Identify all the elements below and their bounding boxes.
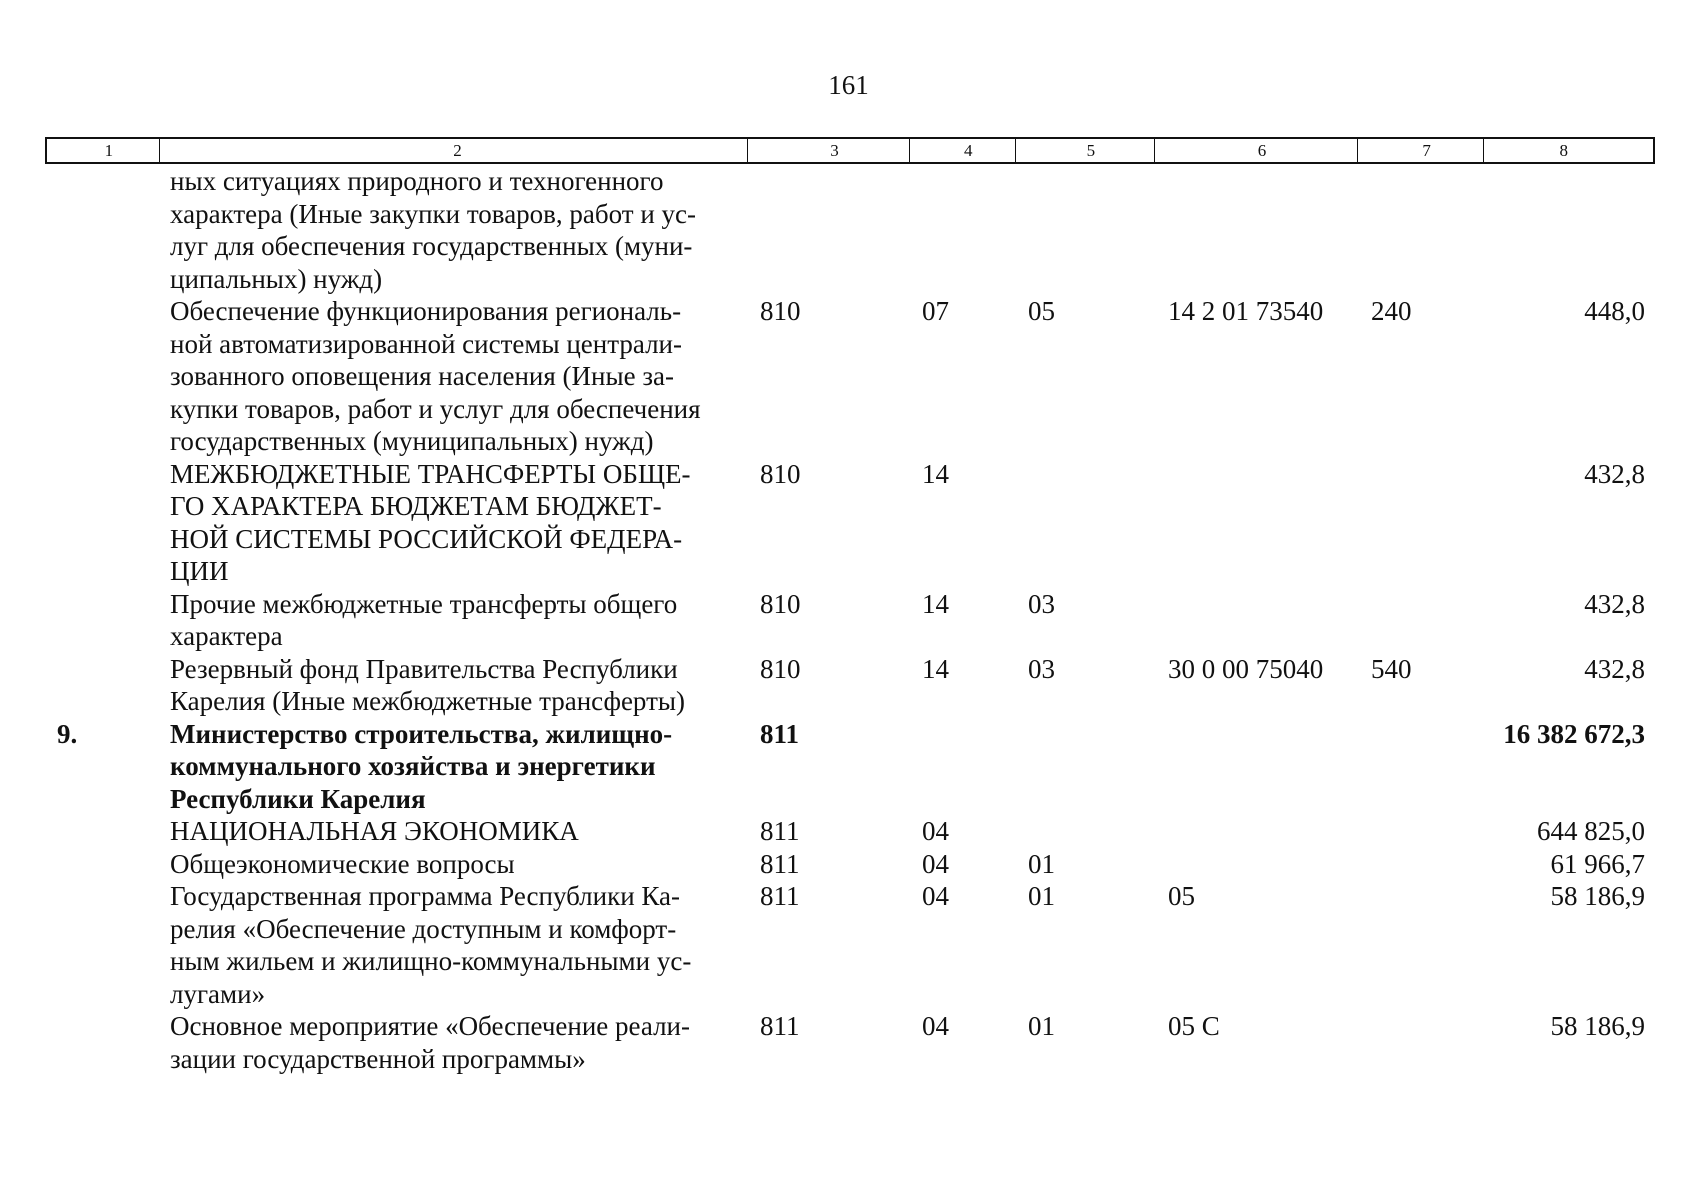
row-amount: 644 825,0 [1537,816,1645,846]
table-row [45,295,1655,458]
row-name: Обеспечение функционирования региональ- ной автоматизированной системы централи- зованного оповещения населения (Иные за- купки товаров, работ и услуг для обеспечения государственных (муниципальных) нужд) [170,296,701,456]
row-code-3: 811 [760,1011,800,1041]
table-row [45,588,1655,653]
row-code-3: 811 [760,816,800,846]
row-name: Резервный фонд Правительства Республики Карелия (Иные межбюджетные трансферты) [170,653,686,716]
row-code-3: 810 [760,296,801,326]
row-amount: 61 966,7 [1550,848,1645,879]
table-row [45,1010,1655,1075]
row-name: Государственная программа Республики Ка- релия «Обеспечение доступным и комфорт- ным жильем и жилищно-коммунальными ус- лугами» [170,881,692,1009]
row-amount: 58 186,9 [1550,881,1645,911]
table-row-section-heading [45,718,1655,816]
row-code-4: 14 [922,588,949,619]
row-code-6: 05 С [1168,1011,1220,1041]
row-code-3: 810 [760,653,801,684]
table-header-row [45,137,1655,164]
column-header-2: 2 [160,139,748,162]
row-name: Министерство строительства, жилищно- коммунального хозяйства и энергетики Республики Карелия [170,718,673,814]
row-code-4 [910,165,1016,295]
row-amount: 58 186,9 [1550,1011,1645,1041]
row-name: Основное мероприятие «Обеспечение реали- зации государственной программы» [170,1011,690,1074]
row-name: НАЦИОНАЛЬНАЯ ЭКОНОМИКА [170,816,579,846]
table-row [45,458,1655,588]
row-code-5 [1016,165,1156,295]
row-code-4 [910,718,1016,816]
row-code-6 [1156,458,1359,588]
row-code-4: 14 [922,653,949,684]
row-code-6 [1156,848,1359,881]
row-code-5: 05 [1028,296,1055,326]
row-code-4: 04 [922,881,949,911]
column-header-7: 7 [1358,139,1485,162]
row-number [45,165,158,295]
row-code-6: 30 0 00 75040 [1168,653,1324,684]
row-code-7 [1359,848,1486,881]
row-number [45,588,158,653]
row-amount: 432,8 [1584,458,1645,489]
row-code-5: 01 [1028,881,1055,911]
row-amount [1486,165,1655,295]
row-name: ных ситуациях природного и техногенного характера (Иные закупки товаров, работ и ус- луг для обеспечения государственных (муни- ципальных) нужд) [170,166,697,294]
row-code-6 [1156,815,1359,848]
row-amount: 432,8 [1584,653,1645,684]
row-amount: 16 382 672,3 [1503,718,1645,749]
row-code-5: 03 [1028,653,1055,684]
row-code-6 [1156,165,1359,295]
row-code-7 [1359,458,1486,588]
row-code-3: 811 [760,718,800,749]
row-amount: 448,0 [1584,296,1645,326]
row-number [45,848,158,881]
row-number [45,653,158,718]
row-code-4: 14 [922,458,949,489]
row-code-5 [1016,718,1156,816]
column-header-6: 6 [1155,139,1358,162]
row-code-7 [1359,880,1486,1010]
row-code-6 [1156,588,1359,653]
row-code-5: 01 [1028,1011,1055,1041]
row-code-3: 811 [760,881,800,911]
row-code-5 [1016,815,1156,848]
table-row [45,165,1655,295]
table-row [45,848,1655,881]
row-code-6: 05 [1168,881,1195,911]
row-code-3: 811 [760,848,800,879]
row-code-4: 04 [922,1011,949,1041]
row-name: МЕЖБЮДЖЕТНЫЕ ТРАНСФЕРТЫ ОБЩЕ- ГО ХАРАКТЕРА БЮДЖЕТАМ БЮДЖЕТ- НОЙ СИСТЕМЫ РОССИЙСКОЙ ФЕДЕРА- ЦИИ [170,458,691,586]
row-code-6: 14 2 01 73540 [1168,296,1324,326]
column-header-1: 1 [47,139,160,162]
row-code-7 [1359,588,1486,653]
row-code-4: 04 [922,848,949,879]
row-code-5: 01 [1028,848,1055,879]
row-code-5: 03 [1028,588,1055,619]
row-code-7 [1359,815,1486,848]
row-code-3 [748,165,910,295]
row-number: 9. [57,718,78,749]
column-header-5: 5 [1016,139,1156,162]
row-code-7 [1359,165,1486,295]
row-name: Общеэкономические вопросы [170,848,515,879]
table-body [45,165,1655,1075]
table-row [45,815,1655,848]
row-code-6 [1156,718,1359,816]
row-name: Прочие межбюджетные трансферты общего характера [170,588,678,651]
page-number: 161 [828,70,869,100]
column-header-8: 8 [1559,141,1568,160]
row-code-4: 07 [922,296,949,326]
row-code-7 [1359,1010,1486,1075]
row-code-7: 540 [1371,653,1412,684]
row-number [45,880,158,1010]
column-header-4: 4 [910,139,1016,162]
row-code-3: 810 [760,458,801,489]
row-code-7 [1359,718,1486,816]
row-number [45,1010,158,1075]
row-code-4: 04 [922,816,949,846]
row-number [45,815,158,848]
table-row [45,653,1655,718]
row-code-7: 240 [1371,296,1412,326]
row-number [45,458,158,588]
row-amount: 432,8 [1584,588,1645,619]
column-header-3: 3 [748,139,910,162]
row-code-5 [1016,458,1156,588]
row-number [45,295,158,458]
row-code-3: 810 [760,588,801,619]
table-row [45,880,1655,1010]
